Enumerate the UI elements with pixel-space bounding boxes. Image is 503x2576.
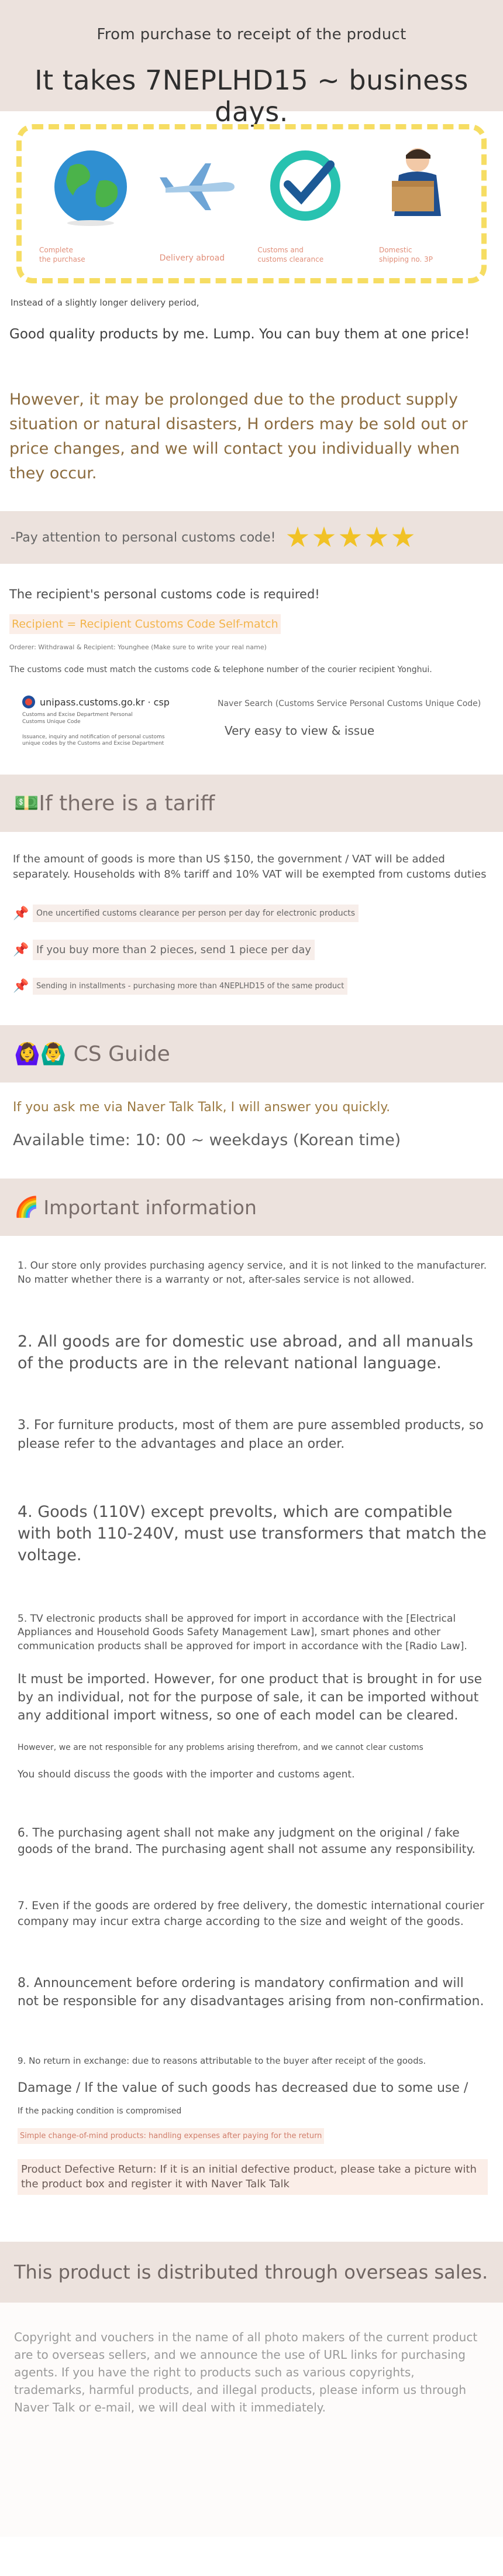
info-item-5: 5. TV electronic products shall be approved for import in accordance with the [Electrical Appliances and Household Goods Safety Management Law], smart phones and other communication products shall be approved for import in accordance with the [Radio Law]. — [18, 1612, 467, 1653]
info-header — [0, 1179, 503, 1236]
step-label: Complete the purchase — [39, 245, 85, 263]
hero-title: It takes 7NEPLHD15 ~ business days. — [35, 64, 468, 128]
info-item-9c: If the packing condition is compromised — [18, 2106, 182, 2116]
money-icon: 💵 — [14, 792, 39, 816]
customs-highlight: Recipient = Recipient Customs Code Self-match — [9, 614, 281, 634]
unipass-info — [9, 696, 202, 748]
pushpin-icon: 📌 — [13, 979, 29, 994]
step-purchase — [39, 140, 142, 275]
ok-gesture-icon: 🙆‍♀️🙆‍♂️ — [14, 1042, 67, 1067]
info-item-5d: You should discuss the goods with the importer and customs agent. — [18, 1768, 355, 1780]
tariff-section — [0, 832, 503, 995]
rainbow-icon: 🌈 — [14, 1195, 39, 1220]
info-item-9: 9. No return in exchange: due to reasons attributable to the buyer after receipt of the goods. — [18, 2055, 426, 2066]
customs-required: The recipient's personal customs code is required! — [9, 587, 320, 602]
tariff-heading: If there is a tariff — [39, 791, 215, 816]
unipass-line: Customs Unique Code — [22, 719, 81, 725]
unipass-logo — [22, 696, 202, 708]
tariff-paragraph: If the amount of goods is more than US $150, the government / VAT will be added separately. Households with 8% tariff and 10% VAT will be exempted from customs duties — [13, 853, 487, 881]
tariff-header — [0, 775, 503, 832]
customs-banner-text: -Pay attention to personal customs code! — [11, 530, 276, 545]
info-item-4: 4. Goods (110V) except prevolts, which are compatible with both 110-240V, must use transformers that match the voltage. — [18, 1502, 487, 1565]
easy-issue-text: Very easy to view & issue — [225, 724, 375, 738]
tariff-pin-text: Sending in installments - purchasing more than 4NEPLHD15 of the same product — [33, 978, 347, 995]
step-label: Customs and customs clearance — [257, 245, 324, 263]
star-icon: ★★★★★ — [285, 521, 417, 554]
info-item-5b: It must be imported. However, for one product that is brought in for use by an individual, not for the purpose of sale, it can be imported without any additional import witness, so one of each model can be cleared. — [18, 1672, 483, 1724]
delivery-note: Instead of a slightly longer delivery period, — [11, 297, 199, 308]
checkmark-icon — [261, 140, 349, 228]
info-item-6: 6. The purchasing agent shall not make any judgment on the original / fake goods of the brand. The purchasing agent shall not assume any responsibility. — [18, 1825, 476, 1856]
airplane-icon — [154, 140, 242, 228]
step-domestic — [361, 140, 464, 275]
naver-search-text: Naver Search (Customs Service Personal Customs Unique Code) — [218, 699, 481, 709]
customs-section — [0, 564, 503, 748]
info-tag-row — [18, 2128, 488, 2144]
distribution-heading: This product is distributed through overseas sales. — [14, 2261, 488, 2284]
tariff-pin-item — [13, 940, 491, 960]
info-item-5c: However, we are not responsible for any problems arising therefrom, and we cannot clear customs — [18, 1742, 423, 1752]
info-tag-defective: Product Defective Return: If it is an initial defective product, please take a picture with the product box and register it with Naver Talk Talk — [18, 2159, 488, 2195]
step-label: Domestic shipping no. 3P — [378, 245, 433, 263]
unipass-block — [9, 696, 494, 748]
step-delivery — [147, 140, 249, 275]
step-customs — [254, 140, 356, 275]
customs-logo-icon — [22, 696, 35, 708]
tariff-pin-item — [13, 905, 491, 922]
cs-heading: CS Guide — [73, 1042, 170, 1066]
process-box — [16, 124, 487, 283]
unipass-caption — [22, 712, 202, 725]
cs-hours-line: Available time: 10: 00 ~ weekdays (Korean time) — [13, 1131, 401, 1150]
tariff-pin-text: If you buy more than 2 pieces, send 1 piece per day — [33, 940, 315, 960]
info-heading: Important information — [43, 1195, 257, 1219]
naver-search-block — [218, 696, 481, 748]
info-item-8: 8. Announcement before ordering is mandatory confirmation and will not be responsible for any disadvantages arising from non-confirmation. — [18, 1976, 484, 2009]
unipass-logo-text: unipass.customs.go.kr · csp — [40, 696, 170, 708]
courier-icon — [368, 140, 456, 228]
info-tag-row-2 — [18, 2159, 488, 2195]
cs-section — [0, 1083, 503, 1149]
info-item-9b: Damage / If the value of such goods has decreased due to some use / — [18, 2081, 468, 2096]
info-item-3: 3. For furniture products, most of them are pure assembled products, so please refer to the advantages and place an order. — [18, 1418, 484, 1451]
quality-note: Good quality products by me. Lump. You can buy them at one price! — [9, 327, 470, 342]
info-item-2: 2. All goods are for domestic use abroad, and all manuals of the products are in the relevant national language. — [18, 1332, 474, 1373]
tariff-pin-item — [13, 978, 491, 995]
unipass-line: unique codes by the Customs and Excise Department — [22, 741, 164, 747]
cs-header — [0, 1025, 503, 1083]
cs-contact-line: If you ask me via Naver Talk Talk, I will answer you quickly. — [13, 1100, 391, 1115]
unipass-caption-2 — [22, 734, 202, 748]
delivery-hero — [0, 0, 503, 128]
info-tag-return: Simple change-of-mind products: handling expenses after paying for the return — [18, 2128, 324, 2144]
customs-match-note: The customs code must match the customs code & telephone number of the courier recipient Yonghui. — [9, 665, 432, 675]
info-section — [0, 1236, 503, 2195]
distribution-header — [0, 2242, 503, 2303]
orderer-note: Orderer: Withdrawal & Recipient: Younghee (Make sure to write your real name) — [9, 643, 267, 652]
step-label: Delivery abroad — [159, 254, 225, 263]
info-item-7: 7. Even if the goods are ordered by free delivery, the domestic international courier company may incur extra charge according to the size and weight of the goods. — [18, 1899, 484, 1928]
hero-subtitle: From purchase to receipt of the product — [97, 26, 406, 43]
tariff-pin-text: One uncertified customs clearance per person per day for electronic products — [33, 905, 359, 922]
pushpin-icon: 📌 — [13, 906, 29, 921]
globe-icon — [47, 140, 135, 228]
info-item-1: 1. Our store only provides purchasing agency service, and it is not linked to the manufacturer. No matter whether there is a warranty or not, after-sales service is not allowed. — [18, 1260, 487, 1286]
customs-code-banner — [0, 511, 503, 564]
process-section — [0, 111, 503, 287]
copyright-notice: Copyright and vouchers in the name of all photo makers of the current product are to overseas sellers, and we announce the use of URL links for purchasing agents. If you have the right to products such as various copyrights, trademarks, harmful products, and illegal products, please inform us through Naver Talk or e-mail, we will deal with it immediately. — [0, 2303, 503, 2537]
delay-notice: However, it may be prolonged due to the product supply situation or natural disasters, H orders may be sold out or price changes, and we will contact you individually when they occur. — [9, 390, 468, 482]
unipass-line: Customs and Excise Department Personal — [22, 712, 133, 718]
unipass-line: Issuance, inquiry and notification of personal customs — [22, 734, 165, 740]
pushpin-icon: 📌 — [13, 943, 29, 958]
